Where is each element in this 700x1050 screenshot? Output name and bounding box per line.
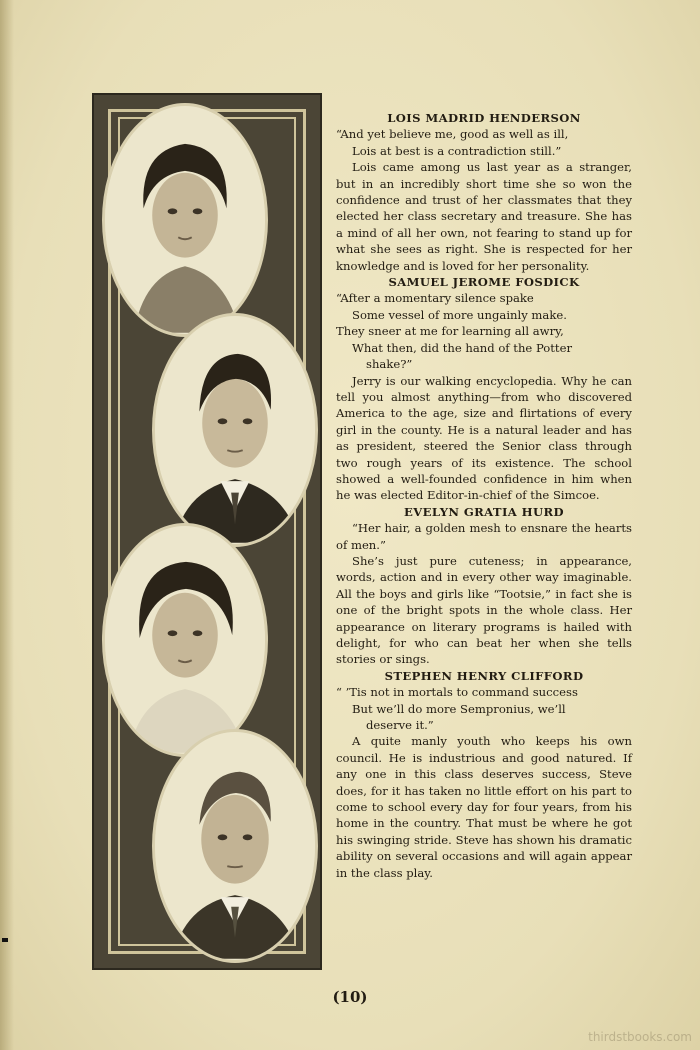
quote — [336, 684, 632, 733]
biography-text: A quite manly youth who keeps his own council. He is industrious and good natured. If any one in this class deserves success, Steve does, for it has taken no little effort on his part to come to school every day for four years, from his home in the country. That must be where he got his swinging stride. Steve has shown his dramatic ability on several occasions and will again appear in the class play. — [336, 734, 632, 880]
photo-panel — [92, 93, 322, 970]
quote-line: “ ’Tis not in mortals to command success — [336, 685, 578, 700]
quote-line: What then, did the hand of the Potter — [352, 340, 572, 355]
page-number: (10) — [332, 988, 368, 1006]
spine-shadow — [0, 0, 14, 1050]
quote-line: Lois at best is a contradiction still.” — [352, 143, 562, 158]
watermark: thirdstbooks.com — [588, 1030, 692, 1044]
student-name: EVELYN GRATIA HURD — [404, 504, 564, 519]
portrait-samuel-image — [155, 316, 315, 544]
quote-line: “After a momentary silence spake — [336, 291, 534, 306]
quote — [336, 290, 632, 372]
portrait-samuel — [152, 313, 318, 547]
quote — [336, 126, 632, 159]
quote — [336, 520, 632, 553]
entry-stephen — [336, 668, 632, 881]
margin-mark — [2, 938, 8, 942]
portrait-lois-image — [105, 106, 265, 334]
entry-samuel — [336, 274, 632, 504]
biography-text: Lois came among us last year as a stranger, but in an incredibly short time she so won the confidence and trust of her classmates that they elected her class secretary and treasure. She has a mind of all her own, not fearing to stand up for what she sees as right. She is respected for her knowledge and is loved for her personality. — [336, 160, 632, 273]
biography-text: Jerry is our walking encyclopedia. Why he can tell you almost anything—from who discovered America to the age, size and flirtations of every girl in the county. He is a natural leader and has as president, steered the Senior class through two rough years of its existence. The school showed a well-founded confidence in him when he was elected Editor-in-chief of the Simcoe. — [336, 373, 632, 503]
portrait-stephen-image — [155, 732, 315, 960]
portrait-evelyn-image — [105, 526, 265, 754]
entry-evelyn — [336, 504, 632, 668]
student-name: STEPHEN HENRY CLIFFORD — [384, 668, 584, 683]
entry-lois — [336, 110, 632, 274]
student-name: LOIS MADRID HENDERSON — [387, 111, 581, 125]
quote-line: They sneer at me for learning all awry, — [336, 324, 564, 339]
portrait-evelyn — [102, 523, 268, 757]
biography-text: She’s just pure cuteness; in appearance, words, action and in every other way imaginable. All the boys and girls like “Tootsie,” in fact she is one of the bright spots in the whole class. Her appearance on literary programs is hailed with delight, for who can beat her when she tells stories or sings. — [336, 553, 632, 667]
quote-line: Some vessel of more ungainly make. — [352, 307, 567, 322]
quote-line: deserve it.” — [366, 718, 434, 733]
biography-column — [336, 110, 632, 881]
portrait-lois — [102, 103, 268, 337]
quote-line: But we’ll do more Sempronius, we’ll — [352, 701, 566, 716]
quote-line: “Her hair, a golden mesh to ensnare the hearts of men.” — [336, 521, 632, 552]
quote-line: “And yet believe me, good as well as ill, — [336, 127, 569, 142]
portrait-stephen — [152, 729, 318, 963]
quote-line: shake?” — [366, 357, 413, 372]
student-name: SAMUEL JEROME FOSDICK — [388, 275, 580, 290]
